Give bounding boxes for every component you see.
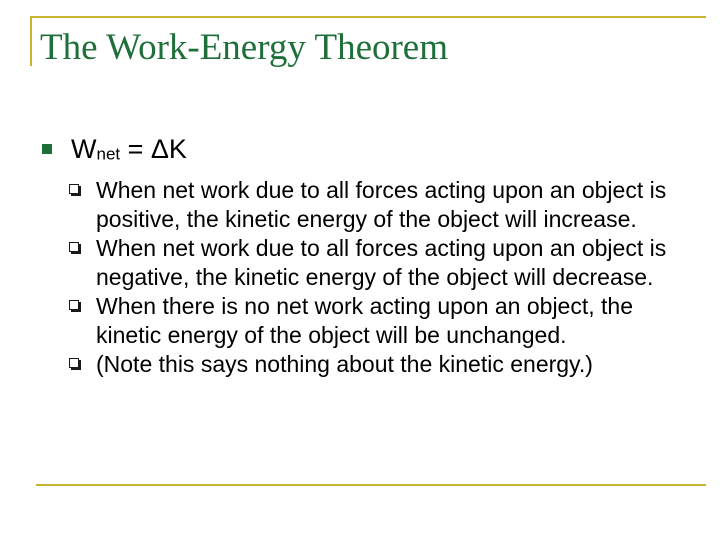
sub-bullet-text: (Note this says nothing about the kinetic energy.): [96, 350, 593, 377]
hollow-square-bullet-icon: [69, 184, 79, 194]
hollow-square-bullet-icon: [69, 300, 79, 310]
sub-bullet-item: [96, 292, 700, 350]
sub-bullet-text: When net work due to all forces acting upon an object is positive, the kinetic energy of the object will increase.: [96, 176, 667, 232]
equation-rhs: = ΔK: [120, 134, 187, 164]
main-bullet: [40, 130, 700, 174]
hollow-square-bullet-icon: [69, 242, 79, 252]
frame-top-rule: [30, 16, 706, 18]
sub-bullet-item: [96, 234, 700, 292]
sub-bullet-item: [96, 176, 700, 234]
sub-bullet-list: [40, 176, 700, 379]
sub-bullet-item: [96, 350, 700, 379]
equation-lhs-subscript: net: [96, 144, 121, 164]
sub-bullet-text: When net work due to all forces acting upon an object is negative, the kinetic energy of the object will decrease.: [96, 234, 667, 290]
frame-bottom-rule: [36, 484, 706, 486]
equation-lhs: W: [71, 134, 97, 164]
frame-left-accent: [30, 16, 32, 66]
slide-title: The Work-Energy Theorem: [40, 27, 449, 68]
filled-square-bullet-icon: [42, 144, 52, 154]
slide-body: [40, 130, 700, 379]
hollow-square-bullet-icon: [69, 358, 79, 368]
sub-bullet-text: When there is no net work acting upon an object, the kinetic energy of the object will be unchanged.: [96, 292, 633, 348]
